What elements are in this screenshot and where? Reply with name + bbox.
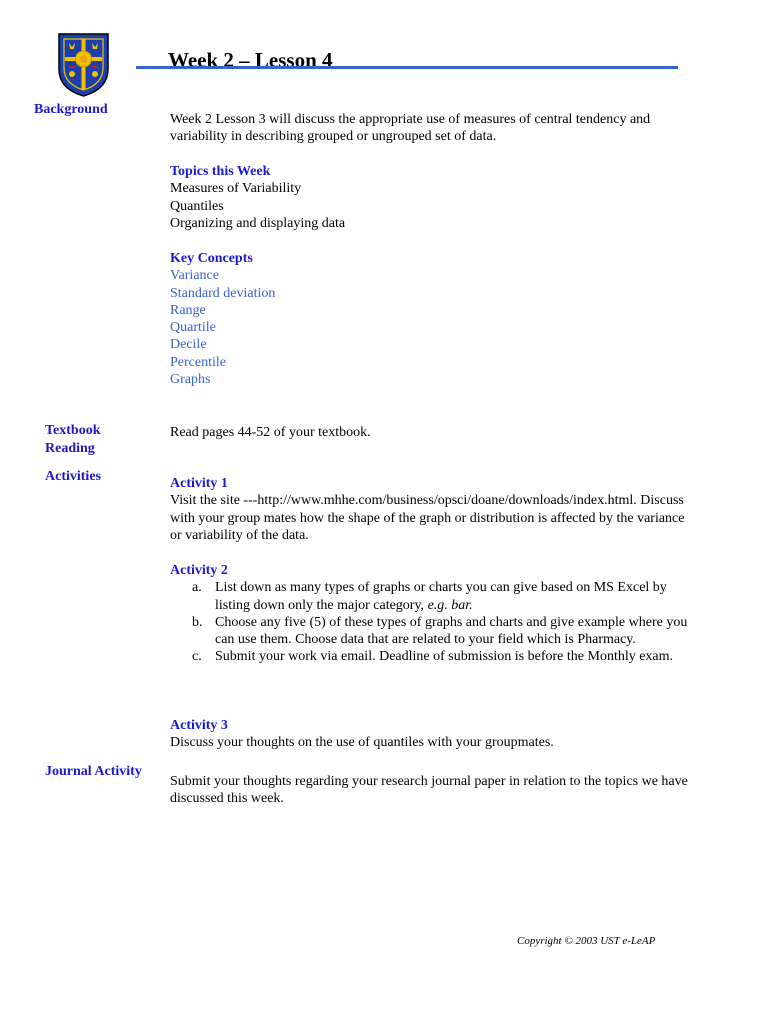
list-marker: a. [192,580,202,596]
concept-link-standard-deviation[interactable]: Standard deviation [170,285,276,301]
sidebar-label-background: Background [34,102,108,117]
concept-link-quartile[interactable]: Quartile [170,320,216,336]
list-item-text: Submit your work via email. Deadline of submission is before the Monthly exam. [215,649,674,665]
sidebar-label-textbook: Textbook [45,423,101,438]
concept-link-decile[interactable]: Decile [170,337,207,353]
sidebar-label-journal-activity: Journal Activity [45,764,142,779]
activity-2-section [170,562,690,666]
title-divider [136,66,678,69]
activity-1-section [170,475,690,544]
list-item [170,614,690,649]
topic-item: Measures of Variability [170,181,302,197]
concept-link-range[interactable]: Range [170,302,206,318]
list-item [170,648,690,665]
activity-3-section [170,717,690,752]
list-item-text: Choose any five (5) of these types of graphs and charts and give example where you can use them. Choose data that are related to your field which is Pharmacy. [215,614,688,648]
list-item-example: e.g. bar. [427,597,473,613]
activity-1-text: Visit the site ---http://www.mhhe.com/business/opsci/doane/downloads/index.html. Discuss with your group mates how the shape of the graph or distribution is affected by the variance or variability of the data. [170,493,685,543]
activity-2-heading: Activity 2 [170,563,228,578]
concept-link-variance[interactable]: Variance [170,268,219,284]
list-item [170,579,690,614]
concept-link-graphs[interactable]: Graphs [170,372,211,388]
reading-text: Read pages 44-52 of your textbook. [170,425,371,440]
topic-item: Quantiles [170,198,224,214]
key-concepts-heading: Key Concepts [170,251,253,266]
list-marker: c. [192,649,202,665]
journal-text: Submit your thoughts regarding your research journal paper in relation to the topics we have discussed this week. [170,774,688,807]
key-concepts-section [170,250,690,388]
sidebar-label-reading: Reading [45,441,95,456]
list-marker: b. [192,614,203,630]
activity-3-heading: Activity 3 [170,718,228,733]
topics-section [170,163,690,232]
activity-2-list [170,579,690,665]
topics-heading: Topics this Week [170,164,271,179]
intro-paragraph: Week 2 Lesson 3 will discuss the appropriate use of measures of central tendency and variability in describing grouped or ungrouped set of data. [170,112,651,145]
crest-logo [55,31,112,98]
topic-item: Organizing and displaying data [170,215,346,231]
copyright-footer: Copyright © 2003 UST e-LeAP [517,935,656,947]
sidebar-label-activities: Activities [45,469,101,484]
list-item-text: List down as many types of graphs or charts you can give based on MS Excel by listing down only the major category, [215,580,667,613]
concept-link-percentile[interactable]: Percentile [170,354,226,370]
activity-3-text: Discuss your thoughts on the use of quantiles with your groupmates. [170,735,554,751]
activity-1-heading: Activity 1 [170,476,228,491]
sidebar-label-textbook-reading [45,422,155,458]
page-title: Week 2 – Lesson 4 [168,48,333,72]
